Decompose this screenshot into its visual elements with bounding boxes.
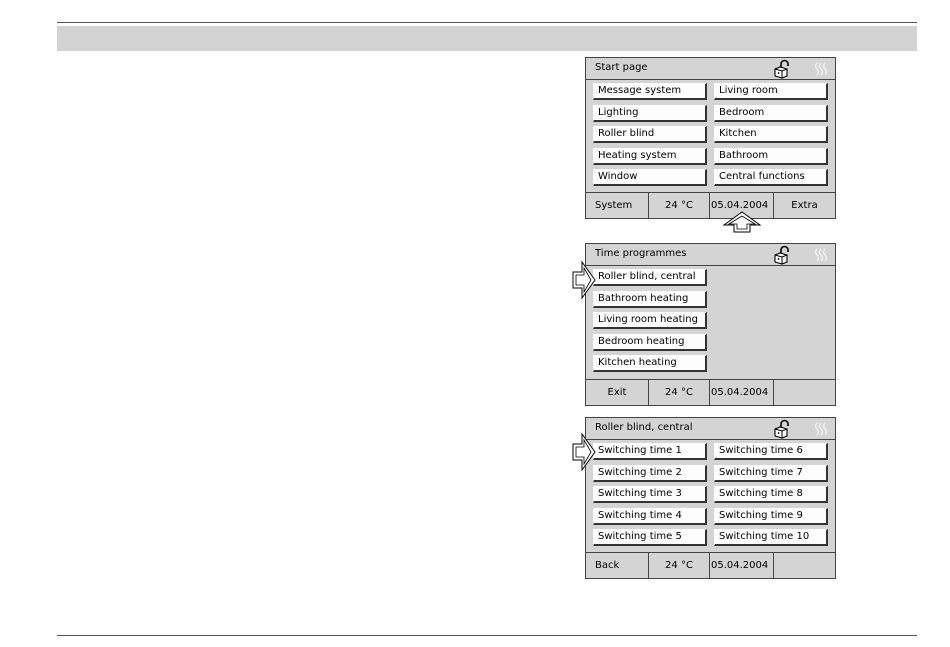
bathroom-heating-button[interactable]: Bathroom heating — [593, 291, 707, 308]
central-functions-button[interactable]: Central functions — [714, 169, 828, 186]
lighting-button[interactable]: Lighting — [593, 105, 707, 122]
temperature-readout: 24 °C — [649, 193, 710, 218]
header-band — [57, 26, 917, 51]
bathroom-button[interactable]: Bathroom — [714, 148, 828, 165]
status-bar — [586, 552, 835, 578]
bedroom-button[interactable]: Bedroom — [714, 105, 828, 122]
heating-system-button[interactable]: Heating system — [593, 148, 707, 165]
time-programmes-screen — [585, 243, 836, 406]
temperature-readout: 24 °C — [649, 380, 710, 405]
arrow-pointer-icon — [720, 210, 764, 234]
screen-title: Time programmes — [595, 248, 687, 259]
switching-time-10-button[interactable]: Switching time 10 — [714, 529, 828, 546]
switching-time-7-button[interactable]: Switching time 7 — [714, 465, 828, 482]
back-button[interactable]: Back — [586, 553, 649, 578]
switching-time-3-button[interactable]: Switching time 3 — [593, 486, 707, 503]
switching-time-4-button[interactable]: Switching time 4 — [593, 508, 707, 525]
start-page-screen — [585, 57, 836, 219]
kitchen-heating-button[interactable]: Kitchen heating — [593, 355, 707, 372]
heating-waves-icon — [813, 61, 829, 77]
temperature-readout: 24 °C — [649, 553, 710, 578]
exit-button[interactable]: Exit — [586, 380, 649, 405]
extra-button[interactable]: Extra — [791, 200, 818, 211]
heating-waves-icon — [813, 247, 829, 263]
switching-time-6-button[interactable]: Switching time 6 — [714, 443, 828, 460]
date-readout[interactable]: 05.04.2004 — [710, 553, 774, 578]
roller-blind-central-screen — [585, 417, 836, 579]
roller-blind-button[interactable]: Roller blind — [593, 126, 707, 143]
bottom-rule — [57, 635, 917, 636]
heating-waves-icon — [813, 421, 829, 437]
bedroom-heating-button[interactable]: Bedroom heating — [593, 334, 707, 351]
living-room-heating-button[interactable]: Living room heating — [593, 312, 707, 329]
kitchen-button[interactable]: Kitchen — [714, 126, 828, 143]
title-bar — [586, 244, 835, 266]
screen-title: Start page — [595, 62, 648, 73]
living-room-button[interactable]: Living room — [714, 83, 828, 100]
empty-status-cell — [774, 380, 835, 405]
system-button[interactable]: System — [586, 193, 649, 218]
window-button[interactable]: Window — [593, 169, 707, 186]
padlock-open-icon[interactable] — [772, 419, 792, 439]
top-rule — [57, 22, 917, 23]
switching-time-8-button[interactable]: Switching time 8 — [714, 486, 828, 503]
status-bar — [586, 379, 835, 405]
title-bar — [586, 58, 835, 80]
arrow-pointer-icon — [571, 432, 597, 472]
padlock-open-icon[interactable] — [772, 59, 792, 79]
message-system-button[interactable]: Message system — [593, 83, 707, 100]
arrow-pointer-icon — [571, 260, 597, 300]
switching-time-1-button[interactable]: Switching time 1 — [593, 443, 707, 460]
switching-time-9-button[interactable]: Switching time 9 — [714, 508, 828, 525]
empty-status-cell — [774, 553, 835, 578]
switching-time-2-button[interactable]: Switching time 2 — [593, 465, 707, 482]
status-bar — [586, 192, 835, 218]
screen-title: Roller blind, central — [595, 422, 693, 433]
date-readout[interactable]: 05.04.2004 — [710, 380, 774, 405]
switching-time-5-button[interactable]: Switching time 5 — [593, 529, 707, 546]
roller-blind-central-button[interactable]: Roller blind, central — [593, 269, 707, 286]
title-bar — [586, 418, 835, 440]
padlock-open-icon[interactable] — [772, 245, 792, 265]
date-readout[interactable]: 05.04.2004 — [710, 193, 774, 218]
